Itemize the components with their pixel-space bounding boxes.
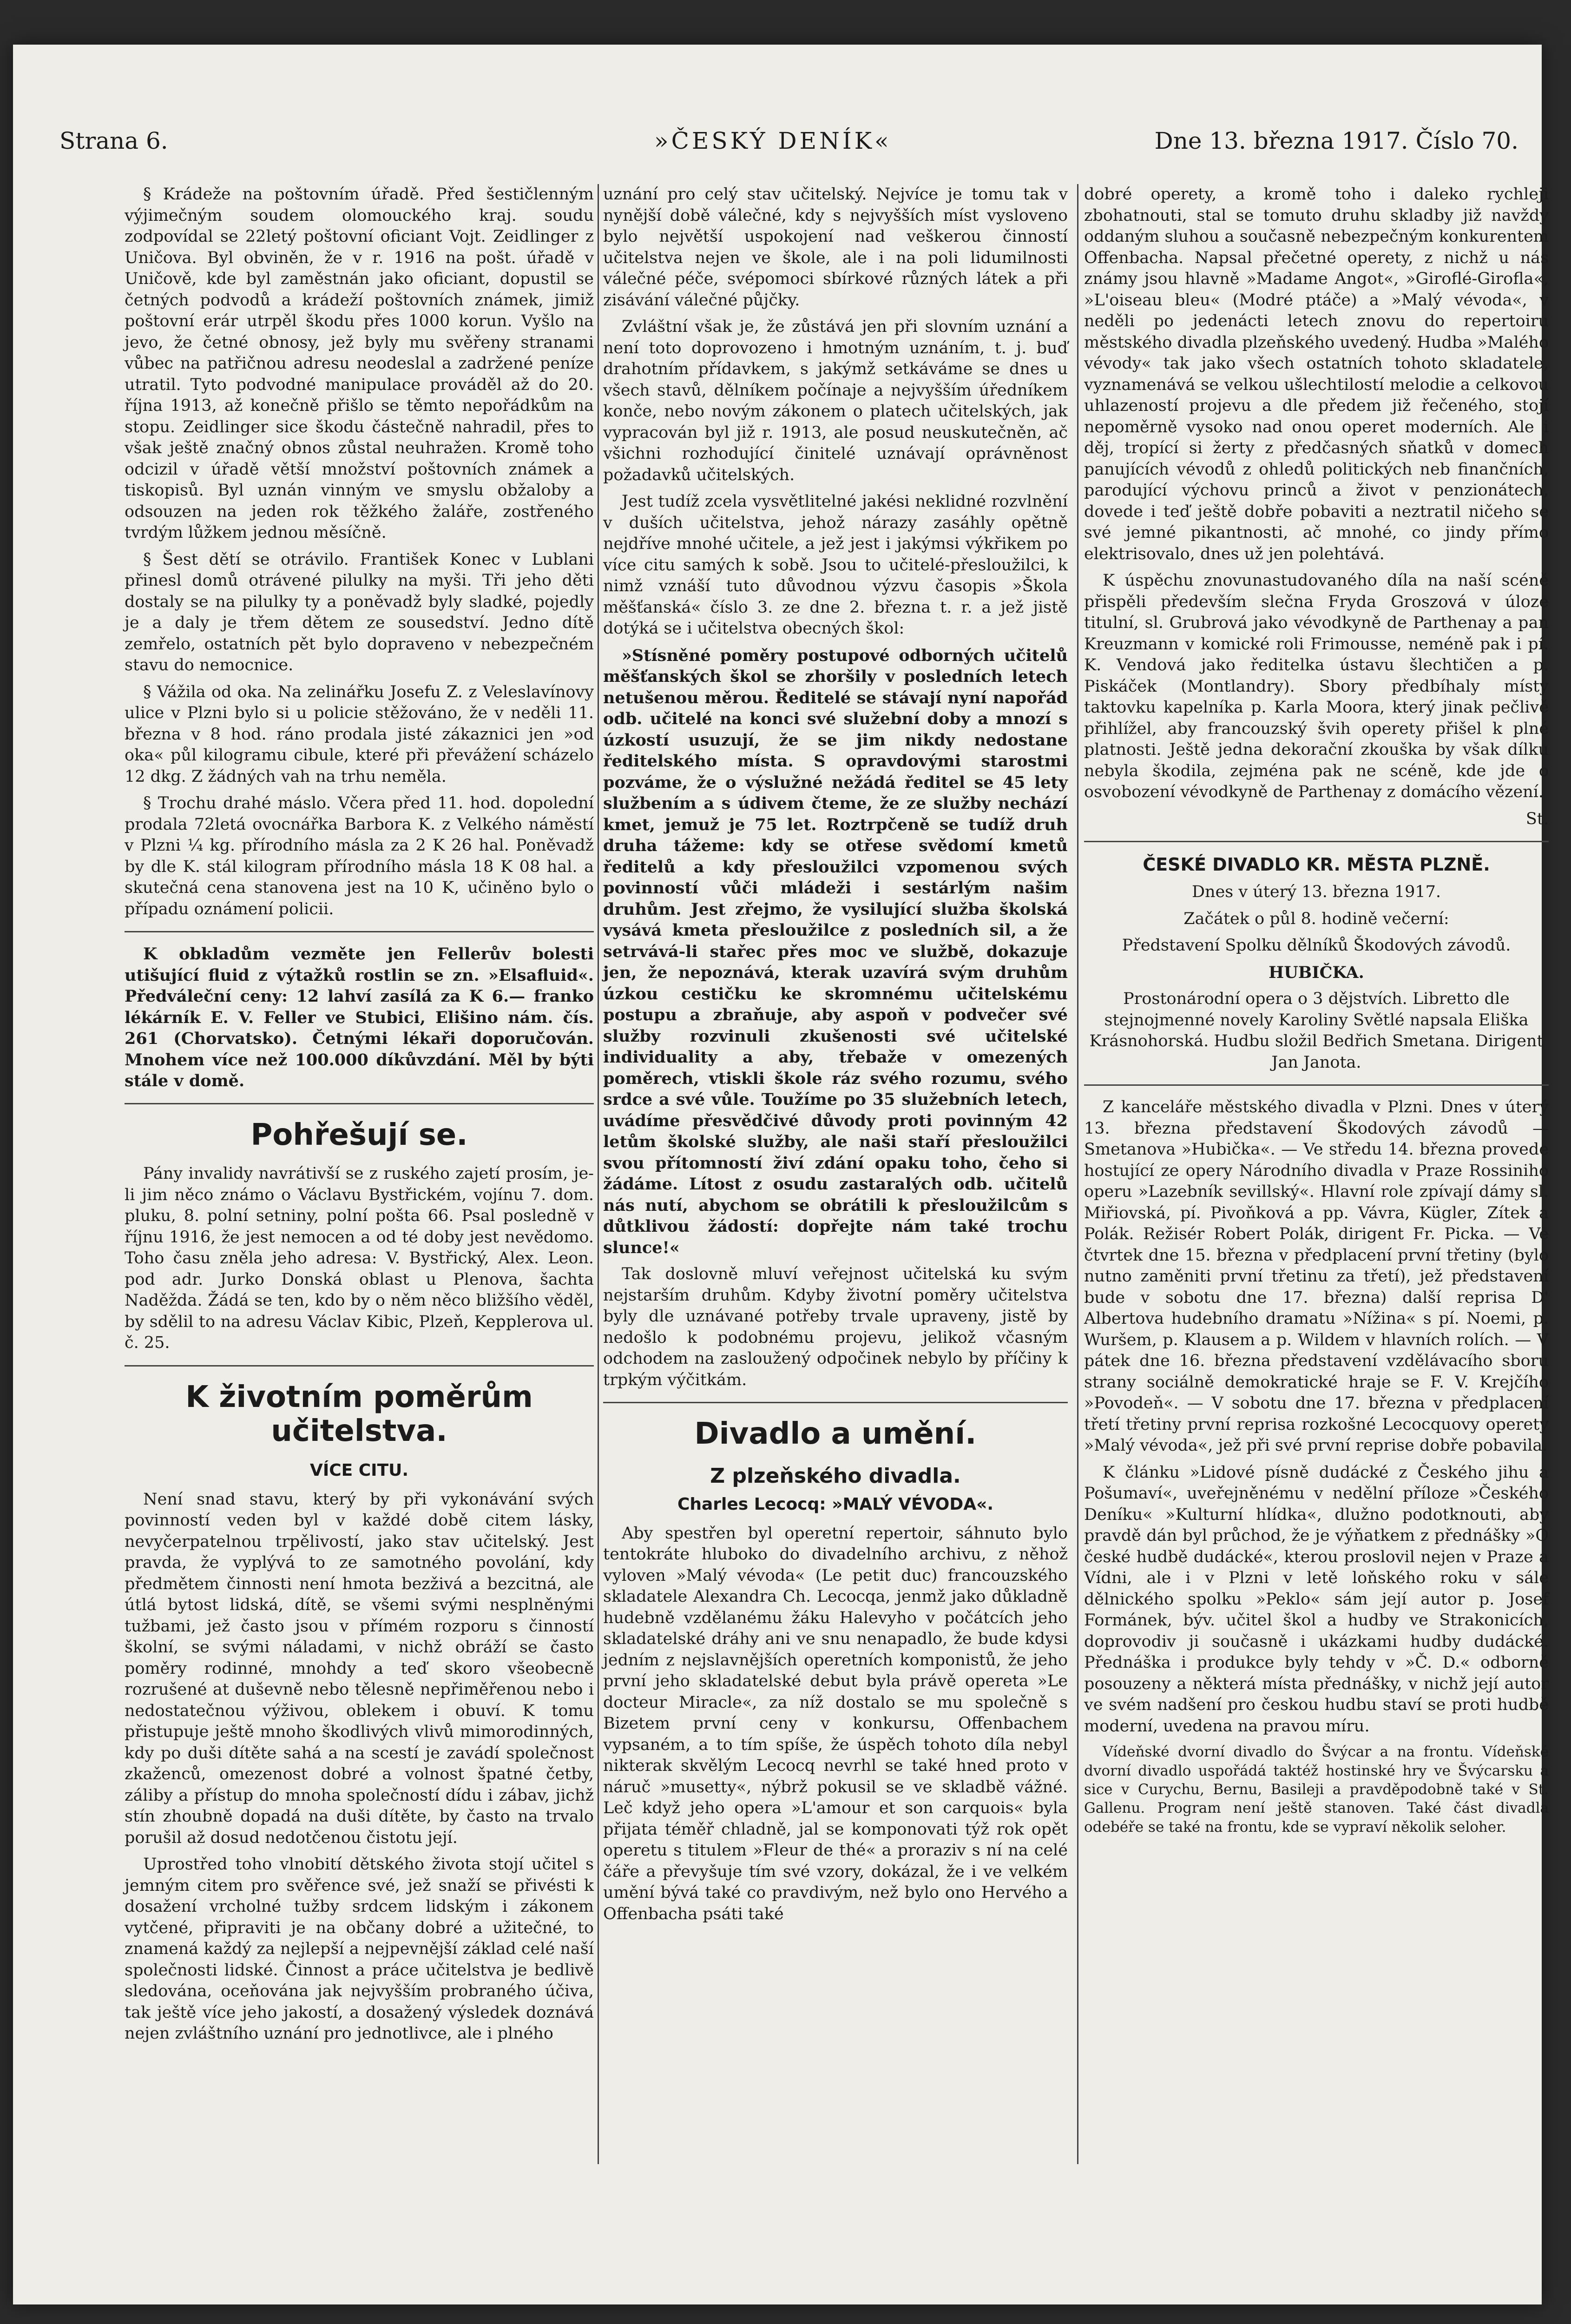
- article-theatre-1: Aby spestřen byl operetní repertoir, sáhnuto bylo tentokráte hluboko do divadelního archivu, z něhož vyloven »Malý vévoda« (Le petit duc) francouzského skladatele Alexandra Ch. Lecocqa, jenmž jako důkladně hudebně vzdělanému žáku Halevyho v počátcích jeho skladatelské dráhy ani ve snu nenapadlo, že bude kdysi jedním z nejslavnějších operetních komponistů, že jeho první jeho skladatelské debut byla právě opereta »Le docteur Miracle«, za níž dostalo se mu společně s Bizetem první ceny v konkursu, Offenbachem vypsaném, a to tím spíše, že úspěch tohoto díla nebyl nikterak skvělým Lecocq nevrhl se také hned proto v náruč »musetty«, nýbrž pokusil se ve skladbě vážné. Leč když jeho opera »L'amour et son carquois« byla přijata téměř chladně, jal se komponovati týž rok opět operetu s titulem »Fleur de thé« a proraziv s ní na celé čáře a převyšuje tím své vzory, dokázal, že i ve velkém umění bývá také co pravdivým, než bylo ono Hervého a Offenbacha psáti také: [603, 1524, 1068, 1923]
- article-weighing: § Vážila od oka. Na zelinářku Josefu Z. z Veleslavínovy ulice v Plzni bylo si u policie stěžováno, že v neděli 11. března v 8 hod. ráno prodala jisté zákaznici jen »od oka« půl kilogramu cibule, které při převážení scházelo 12 dkg. Z žádných vah na trhu neměla.: [125, 682, 594, 786]
- article-teachers-6: Tak doslovně mluví veřejnost učitelská ku svým nejstarším druhům. Kdyby životní poměry učitelstva byly dle uznávané potřeby trvale upraveny, jistě by nedošlo k podobnému projevu, jelikož včasným odchodem na zasloužený odpočinek nebylo by příčiny k trpkým výčitkám.: [603, 1265, 1068, 1389]
- article-teachers-2: Uprostřed toho vlnobití dětského života stojí učitel s jemným citem pro svěřence své, jež snaží se přivésti k dosažení vrcholné tužby srdcem lidským i zákonem vytčené, připraviti je na občany dobré a užitečné, to znamená každý za nejlepší a nejpevnější základ celé naší společnosti lidské. Činnost a práce učitelstva je bedlivě sledována, oceňována jak nejvyšším probraného účiva, tak ještě více jeho jakostí, a dosažený výsledek doznává nejen zvláštního uznání pro jednotlivce, ale i plného: [125, 1855, 594, 2043]
- issue-date: Dne 13. března 1917. Číslo 70.: [1154, 127, 1518, 154]
- divider: [125, 931, 594, 932]
- article-bagpipes: K článku »Lidové písně dudácké z Českého jihu a Pošumaví«, uveřejněnému v nedělní příloze »Českého Deníku« »Kulturní hlídka«, dlužno podotknouti, aby pravdě dán byl průchod, že je výňatkem z přednášky »O české hudbě dudácké«, kterou proslovil nejen v Praze a Vídni, ale i v Plzni v letě loňského roku v sále dělnického spolku »Peklo« sám její autor p. Josef Formánek, býv. učitel škol a hudby ve Strakonicích, doprovodiv ji současně i ukázkami hudby dudácké. Přednáška i produkce byly tehdy v »Č. D.« odborně posouzeny a některá místa přednášky, v nichž její autor ve svém nadšení pro českou hudbu staví se proti hudbě moderní, uvedena na pravou míru.: [1084, 1463, 1549, 1736]
- divider: [125, 1365, 594, 1367]
- page-header: [59, 118, 1518, 169]
- divider: [125, 1103, 594, 1104]
- column-3: [1084, 184, 1549, 1842]
- theatre-performance: Představení Spolku dělníků Škodových závodů.: [1122, 936, 1511, 955]
- article-missing: Pány invalidy navrátivší se z ruského zajetí prosím, je-li jim něco známo o Václavu Bystřickém, vojínu 7. dom. pluku, 8. polní setniny, polní pošta 66. Psal posledně v říjnu 1916, že jest nemocen a od té doby jest nevědomo. Toho času zněla jeho adresa: V. Bystřický, Alex. Leon. pod adr. Jurko Donská oblast u Plenova, šachta Naděžda. Žádá se ten, kdo by o něm něco bližšího věděl, by sdělil to na adresu Václav Kibic, Plzeň, Kepplerova ul. č. 25.: [125, 1164, 594, 1353]
- article-butter: § Trochu drahé máslo. Včera před 11. hod. dopolední prodala 72letá ovocnářka Barbora K. z Velkého náměstí v Plzni ¼ kg. přírodního másla za 2 K 26 hal. Poněvadž by dle K. stál kilogram přírodního másla 18 K 08 hal. a skutečná cena stanovena jest na 10 K, učiněno bylo o případu oznámení policii.: [125, 794, 594, 918]
- page-number: Strana 6.: [59, 127, 168, 154]
- opera-description: Prostonárodní opera o 3 dějstvích. Libretto dle stejnojmenné novely Karoliny Světlé napsala Eliška Krásnohorská. Hudbu složil Bedřich Smetana. Dirigent Jan Janota.: [1089, 990, 1544, 1072]
- article-teachers-4: Zvláštní však je, že zůstává jen při slovním uznání a není toto doprovozeno i hmotným uznáním, t. j. buď drahotním přídavkem, s jakýmž setkáváme se dnes u všech stavů, dělníkem počínaje a nejvyšším úředníkem konče, nebo novým zákonem o platech učitelských, jak vypracován byl již r. 1913, ale posud neuskutečněn, ač všichni rozhodující činitelé uznávají oprávněnost požadavků učitelských.: [603, 317, 1068, 484]
- opera-title: HUBIČKA.: [1269, 963, 1364, 982]
- article-theatre-3: K úspěchu znovunastudovaného díla na naší scéně přispěli především slečna Fryda Groszová v úloze titulní, sl. Grubrová jako vévodkyně de Parthenay a pan Kreuzmann v komické roli Frimousse, neméně pak i pí. K. Vendová jako ředitelka ústavu šlechtičen a p. Piskáček (Montlandry). Sbory předbíhaly místy taktovku kapelníka p. Karla Moora, který jinak pečlivě přihlížel, aby francouzský švih operety přišel k plné platnosti. Ještě jedna dekorační zkouška by však dílku nebyla škodila, zejména pak ne scéně, kde jde o osvobození vévodkyně de Parthenay z domácího vězení.: [1084, 571, 1549, 801]
- theatre-date: Dnes v úterý 13. března 1917.: [1191, 883, 1441, 902]
- article-teachers-3: uznání pro celý stav učitelský. Nejvíce je tomu tak v nynější době válečné, kdy s nejvyšších míst vysloveno bylo největší uspokojení nad veškerou činností učitelstva nejen ve škole, ale i na poli lidumilnosti válečné péče, svépomoci sbírkové různých látek a při zisávání válečné půjčky.: [603, 185, 1068, 310]
- column-rule: [1077, 184, 1078, 2164]
- column-1: [125, 184, 594, 2050]
- subheading-teachers: VÍCE CITU.: [309, 1460, 409, 1480]
- signature: St.: [1525, 809, 1549, 828]
- heading-missing: Pohřešují se.: [250, 1117, 468, 1152]
- article-theatre-office: Z kanceláře městského divadla v Plzni. Dnes v úterý 13. března představení Škodových závodů — Smetanova »Hubička«. — Ve středu 14. března provede hostující ze opery Národního divadla v Praze Rossiniho operu »Lazebník sevillský«. Hlavní role zpívají dámy sl. Miřiovská, pí. Pivoňková a pp. Vávra, Kügler, Zítek a Polák. Režisér Robert Polák, dirigent Fr. Picka. — Ve čtvrtek dne 15. března v předplacení první třetiny (bylo nutno zaměniti první třetinu za třetí), jež představení bude v sobotu dne 17. března) další reprisa D' Albertova hudebního dramatu »Nížina« s pí. Noemi, p. Wuršem, p. Klausem a p. Wildem v hlavních rolích. — V pátek dne 16. března představení vzdělávacího sboru strany sociálně demokratické hraje se F. V. Krejčího »Povodeň«. — V sobotu dne 17. března v předplacení třetí třetiny první reprisa rozkošné Lecocquovy operety »Malý vévoda«, jež při své první reprise dobře pobavila.: [1084, 1098, 1549, 1455]
- article-teachers-1: Není snad stavu, který by při vykonávání svých povinností veden byl v každé době citem lásky, nevyčerpatelnou trpělivostí, jako stav učitelský. Jest pravda, že vyplývá to ze samotného povolání, kdy předmětem činnosti není hmota bezživá a bezcitná, ale útlá bytost lidská, dítě, se všemi svými nesplněnými tužbami, jež často jsou v přímém rozporu s činností školní, se svými náladami, v nichž obráží se často poměry rodinné, mnohdy a teď skoro všeobecně rozrušené at duševně nebo tělesně nepřiměřenou nebo i nedostatečnou výživou, oblekem i obuví. K tomu přistupuje ještě mnoho škodlivých vlivů mimorodinných, kdy po duši dítěte sahá a na scestí je zavádí společnost zkaženců, omezenost dobré a volnost špatné četby, záliby a přístup do mnoha společností dídu i zábav, jichž stín zhoubně dopadá na duši dítěte, by často na trvalo porušil až dosud nedotčenou čistotu její.: [125, 1490, 594, 1847]
- theatre-time: Začátek o půl 8. hodině večerní:: [1183, 909, 1449, 928]
- advertisement-fluid: K obkladům vezměte jen Fellerův bolesti utišující fluid z výtažků rostlin se zn. »Elsafluid«. Předváleční ceny: 12 lahví zasílá za K 6.— franko lékárník E. V. Feller ve Stubici, Elišino nám. čís. 261 (Chorvatsko). Četnými lékaři doporučován. Mnohem více než 100.000 díkůvzdání. Měl by býti stále v domě.: [125, 944, 594, 1090]
- newspaper-page: [13, 45, 1549, 2304]
- heading-teachers: K životním poměrům učitelstva.: [185, 1380, 533, 1449]
- subheading-theatre: Z plzeňského divadla.: [710, 1464, 961, 1488]
- divider: [1084, 841, 1549, 842]
- column-rule: [598, 184, 599, 2164]
- newspaper-title: »ČESKÝ DENÍK«: [654, 127, 892, 154]
- article-teachers-5: Jest tudíž zcela vysvětlitelné jakési neklidné rozvlnění v duších učitelstva, jehož nárazy zasáhly opětně nejdříve mnohé učitele, a jež jest i jakýmsi výkřikem po více citu samých k sobě. Jsou to učitelé-přesloužilci, k nimž vznáší tuto důvodnou výzvu časopis »Škola měšťanská« číslo 3. ze dne 2. března t. r. a jež jistě dotýká se i učitelstva obecných škol:: [603, 492, 1068, 638]
- article-poisoned-children: § Šest dětí se otrávilo. František Konec v Lublani přinesl domů otrávené pilulky na myši. Tři jeho děti dostaly se na pilulky ty a poněvadž byly sladké, pojedly je a daly je třem dětem ze sousedství. Jedno dítě zemřelo, ostatních pět bylo dopraveno v nebezpečném stavu do nemocnice.: [125, 550, 594, 674]
- subheading-opera: Charles Lecocq: »MALÝ VÉVODA«.: [677, 1494, 994, 1514]
- article-vienna-theatre: Vídeňské dvorní divadlo do Švýcar a na frontu. Vídeňské dvorní divadlo uspořádá taktéž hostinské hry ve Švýcarsku a sice v Curychu, Bernu, Basileji a pravděpodobně také v St. Gallenu. Program není ještě stanoven. Také část divadla odebéře se také na frontu, kde se vypraví několik seloher.: [1084, 1743, 1549, 1835]
- article-teachers-quote: »Stísněné poměry postupové odborných učitelů měšťanských škol se zhoršily v posledních letech netušenou měrou. Ředitelé se stávají nyní napořád odb. učitelé na konci své služební doby a mnozí s úzkostí usuzují, že se jim nikdy nedostane ředitelského místa. S opravdovými starostmi pozváme, že o výslužné nežádá ředitel se 45 lety službením a s údivem čteme, že ze služby nechází kmet, jemuž je 75 let. Roztrpčeně se tudíž druh druha tážeme: kdy se otřese svědomí kmetů ředitelů a kdy přesloužilci vzpomenou svých povinností vůči mládeži i sestárlým našim druhům. Jest zřejmo, že vysilující služba školská vysává kmeta přesloužilce z posledních sil, a že setrvává-li stařec přes moc ve službě, dokazuje jen, že nepoznává, kterak uzavírá svým druhům úzkou cestičku ke skromnému učitelskému postupu a zbraňuje, aby aspoň v podvečer své služby rozvinuli zkušenosti své učitelské individuality a aby, třebaže v omezených poměrech, vtiskli škole ráz svého rozumu, svého srdce a své vůle. Toužíme po 35 služebních letech, uvádíme přesvědčivé důvody proti povinným 42 letům školské služby, ale naši staří přesloužilci svou přítomností živí zdání opaku toho, čeho si žádáme. Lítost z osudu zastaralých odb. učitelů nás nutí, abychom se obrátili k přesloužilcům s důtklivou žádostí: dopřejte nám také trochu slunce!«: [603, 646, 1068, 1257]
- divider: [1084, 1084, 1549, 1086]
- column-2: [603, 184, 1068, 1930]
- heading-theatre: Divadlo a umění.: [694, 1417, 977, 1451]
- article-theatre-2: dobré operety, a kromě toho i daleko rychleji zbohatnouti, stal se tomuto druhu skladby již navždy oddaným sluhou a současně nebezpečným konkurentem Offenbacha. Napsal přečetné operety, z nichž u nás známy jsou hlavně »Madame Angot«, »Giroflé-Girofla«, »L'oiseau bleu« (Modré ptáče) a »Malý vévoda«, v neděli po jedenácti letech znovu do repertoiru městského divadla plzeňského uvedený. Hudba »Malého vévody« tak jako všech ostatních tohoto skladatele, vyznamenává se velkou ušlechtilostí melodie a celkovou uhlazeností projevu a dle předem již řečeného, stojí nepoměrně vysoko nad onou operet moderních. Ale i děj, tropící si žerty z předčasných sňatků v domech panujících vévodů z ohledů politických neb finančních, parodující výchovu princů a život v penzionátech, dovede i teď ještě dobře pobaviti a neztratil ničeho se své jemné pikantnosti, ač mnohé, co jindy přímo elektrisovalo, dnes už jen polehtává.: [1084, 185, 1549, 563]
- divider: [603, 1402, 1068, 1403]
- heading-czech-theatre: ČESKÉ DIVADLO KR. MĚSTA PLZNĚ.: [1143, 854, 1490, 875]
- article-post-theft: § Krádeže na poštovním úřadě. Před šestičlenným výjimečným soudem olomouckého kraj. soudu zodpovídal se 22letý poštovní oficiant Vojt. Zeidlinger z Uničova. Byl obviněn, že v r. 1916 na pošt. úřadě v Uničově, kde byl zaměstnán jako oficiant, dopustil se četných podvodů a krádeží poštovních známek, jimiž poštovní erár utrpěl škodu přes 1000 korun. Vyšlo na jevo, že četné obnosy, jež byly mu svěřeny stranami vůbec na patřičnou adresu neodeslal a zadržené peníze utratil. Tyto podvodné manipulace prováděl až do 20. října 1913, až konečně přišlo se těmto nepořádkům na stopu. Zeidlinger sice škodu částečně nahradil, přes to však ještě značný obnos zůstal neuhražen. Kromě toho odcizil v úřadě větší množství poštovních známek a tiskopisů. Byl uznán vinným ve smyslu obžaloby a odsouzen na jeden rok těžkého žaláře, zostřeného tvrdým lůžkem jednou měsíčně.: [125, 185, 594, 542]
